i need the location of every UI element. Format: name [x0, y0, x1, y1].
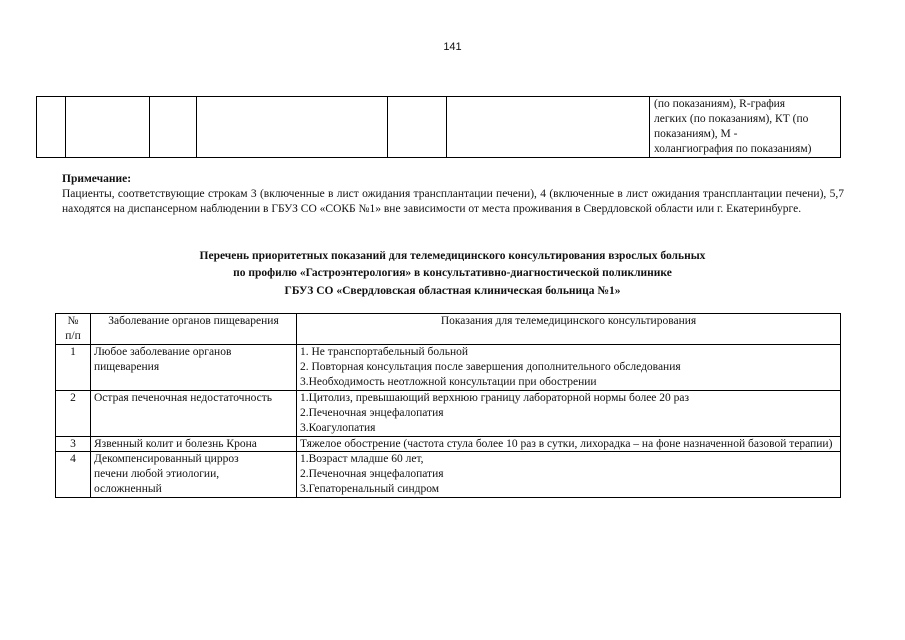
cell-line: показаниям), М -	[654, 127, 738, 140]
note-text: Пациенты, соответствующие строкам 3 (включенные в лист ожидания трансплантации печени), 4 (включенные в лист ожидания трансплантации печени), 5,7 находятся на диспансерном наблюдении в ГБУЗ СО «СОКБ №1» вне зависимости от места проживания в Свердловской области или г. Екатеринбурге.	[62, 187, 844, 215]
table-cell	[197, 97, 388, 158]
row-indications	[297, 390, 841, 436]
list-title-line: ГБУЗ СО «Свердловская областная клиническая больница №1»	[284, 284, 621, 297]
page-number: 141	[443, 41, 462, 53]
cell-line: Язвенный колит и болезнь Крона	[94, 437, 257, 450]
cell-line: Тяжелое обострение (частота стула более 10 раз в сутки, лихорадка – на фоне назначенной базовой терапии)	[300, 437, 833, 450]
cell-line: 3.Гепаторенальный синдром	[300, 483, 440, 496]
table-row	[56, 344, 841, 390]
list-title	[0, 248, 905, 300]
cell-line: 3.Необходимость неотложной консультации при обострении	[300, 375, 597, 388]
row-disease	[91, 436, 297, 452]
header-num	[56, 314, 91, 345]
table-header-row	[56, 314, 841, 345]
cell-line: Острая печеночная недостаточность	[94, 391, 273, 404]
row-number: 1	[56, 344, 91, 390]
cell-line: 2.Печеночная энцефалопатия	[300, 468, 444, 481]
cell-line: Декомпенсированный цирроз	[94, 453, 239, 466]
row-number: 2	[56, 390, 91, 436]
table-row	[56, 390, 841, 436]
table-cell	[388, 97, 447, 158]
cell-line: 1.Возраст младше 60 лет,	[300, 453, 424, 466]
continued-table	[36, 96, 841, 158]
row-indications	[297, 344, 841, 390]
row-disease	[91, 390, 297, 436]
cell-line: пищеварения	[94, 360, 160, 373]
row-number: 3	[56, 436, 91, 452]
cell-line: Любое заболевание органов	[94, 345, 232, 358]
row-disease	[91, 344, 297, 390]
cell-line: легких (по показаниям), КТ (по	[654, 112, 809, 125]
row-indications	[297, 436, 841, 452]
table-cell	[150, 97, 197, 158]
list-title-line: Перечень приоритетных показаний для телемедицинского консультирования взрослых больных	[199, 250, 706, 262]
header-num-line: №	[67, 315, 79, 327]
indications-table	[55, 313, 841, 498]
table-row	[56, 436, 841, 452]
table-cell	[66, 97, 150, 158]
cell-line: 3.Коагулопатия	[300, 421, 376, 434]
note-heading: Примечание:	[62, 173, 132, 185]
table-row	[56, 452, 841, 498]
cell-line: 2. Повторная консультация после завершения дополнительного обследования	[300, 360, 681, 373]
cell-line: печени любой этиологии,	[94, 468, 220, 481]
cell-line: (по показаниям), R-графия	[654, 98, 786, 110]
cell-line: осложненный	[94, 483, 162, 496]
header-num-line: п/п	[65, 329, 81, 342]
table-cell	[37, 97, 66, 158]
table-cell	[447, 97, 650, 158]
cell-line: 2.Печеночная энцефалопатия	[300, 406, 444, 419]
row-disease	[91, 452, 297, 498]
header-indications: Показания для телемедицинского консультирования	[297, 314, 841, 345]
table-row	[37, 97, 841, 158]
cell-line: холангиография по показаниям)	[654, 142, 812, 155]
row-number: 4	[56, 452, 91, 498]
table-cell-text	[650, 97, 841, 158]
row-indications	[297, 452, 841, 498]
cell-line: 1. Не транспортабельный больной	[300, 345, 469, 358]
header-disease: Заболевание органов пищеварения	[91, 314, 297, 345]
cell-line: 1.Цитолиз, превышающий верхнюю границу лабораторной нормы более 20 раз	[300, 391, 690, 404]
note-section	[62, 172, 844, 217]
list-title-line: по профилю «Гастроэнтерология» в консультативно-диагностической поликлинике	[233, 267, 672, 280]
